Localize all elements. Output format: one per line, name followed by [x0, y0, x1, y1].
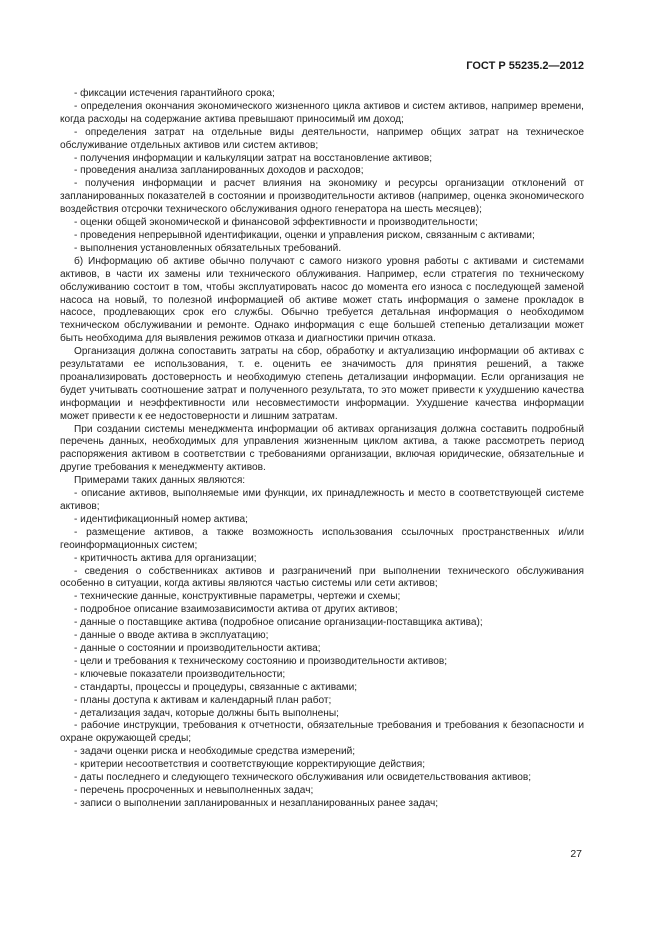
paragraph: - определения затрат на отдельные виды деятельности, например общих затрат на техническое обслуживание отдельных активов или систем активов; — [60, 126, 584, 151]
paragraph: - описание активов, выполняемые ими функции, их принадлежность и место в соответствующей системе активов; — [60, 488, 584, 512]
paragraph: - критичность актива для организации; — [74, 552, 257, 564]
paragraph: - цели и требования к техническому состоянию и производительности активов; — [74, 655, 448, 667]
paragraph: Примерами таких данных являются: — [74, 475, 246, 487]
paragraph: - фиксации истечения гарантийного срока; — [74, 88, 275, 99]
paragraph: Организация должна сопоставить затраты на сбор, обработку и актуализацию информации об активах с результатами ее использования, т. е. оценить ее значимость для принятия решений, а также проанализировать достоверность и необходимую степень детализации информации. Если организация не будет учитывать соотношение затрат и полученного результата, то это может привести к ухудшению качества информации и неэффективности или несовместимости информации. Ухудшение качества информации может привести к ее недостоверности и лишним затратам. — [60, 346, 584, 422]
body-text — [60, 88, 584, 811]
paragraph: - планы доступа к активам и календарный план работ; — [74, 694, 332, 706]
paragraph: - оценки общей экономической и финансовой эффективности и производительности; — [74, 217, 478, 229]
paragraph: - данные о поставщике актива (подробное описание организации-поставщика актива); — [74, 617, 483, 629]
paragraph: - подробное описание взаимозависимости актива от других активов; — [74, 604, 398, 616]
paragraph: - получения информации и калькуляции затрат на восстановление активов; — [74, 152, 433, 164]
paragraph: - технические данные, конструктивные параметры, чертежи и схемы; — [74, 591, 401, 603]
paragraph: - проведения анализа запланированных доходов и расходов; — [74, 165, 364, 177]
paragraph: - ключевые показатели производительности; — [74, 668, 286, 680]
paragraph: - перечень просроченных и невыполненных задач; — [74, 784, 314, 796]
paragraph: - рабочие инструкции, требования к отчетности, обязательные требования и требования к безопасности и охране окружающей среды; — [60, 720, 584, 745]
paragraph: - записи о выполнении запланированных и незапланированных ранее задач; — [74, 797, 439, 809]
standard-header: ГОСТ Р 55235.2—2012 — [466, 60, 584, 72]
paragraph: - данные о вводе актива в эксплуатацию; — [74, 630, 269, 642]
paragraph: - проведения непрерывной идентификации, оценки и управления риском, связанным с активами; — [74, 229, 535, 241]
paragraph: - получения информации и расчет влияния на экономику и ресурсы организации отклонений от запланированных показателей в состоянии и производительности активов (например, оценка экономического воздействия отсрочки технического обслуживания одного генератора на шесть месяцев); — [60, 178, 584, 216]
paragraph: - сведения о собственниках активов и разграничений при выполнении технического обслуживания особенно в ситуации, когда активы являются частью системы или сети активов; — [60, 565, 584, 590]
paragraph: б) Информацию об активе обычно получают с самого низкого уровня работы с активами и системами активов, в части их замены или технического облуживания. Например, если стратегия по техническому обслуживанию состоит в том, чтобы эксплуатировать насос до момента его износа с последующей заменой насоса на новый, то полезной информацией об активе может стать информация о замене прокладок в насосе, продлевающих срок его службы. Обычно требуется детальная информация о необходимом техническом обслуживании и ремонте. Однако информация с еще большей степенью детализации может быть необходима для выявления режимов отказа и диагностики причин отказа. — [60, 255, 584, 345]
paragraph: - детализация задач, которые должны быть выполнены; — [74, 707, 339, 719]
paragraph: - задачи оценки риска и необходимые средства измерений; — [74, 746, 356, 758]
paragraph: - стандарты, процессы и процедуры, связанные с активами; — [74, 681, 358, 693]
page-number: 27 — [570, 848, 582, 860]
paragraph: - выполнения установленных обязательных требований. — [74, 242, 342, 254]
paragraph: - идентификационный номер актива; — [74, 513, 248, 525]
paragraph: - даты последнего и следующего технического обслуживания или освидетельствования активов; — [74, 772, 532, 784]
paragraph: - размещение активов, а также возможность использования ссылочных пространственных и/или геоинформационных систем; — [60, 526, 584, 551]
paragraph: - критерии несоответствия и соответствующие корректирующие действия; — [74, 759, 426, 771]
paragraph: При создании системы менеджмента информации об активах организация должна составить подробный перечень данных, необходимых для управления жизненным циклом актива, а также рассмотреть период распоряжения активом в соответствии с требованиями организации, включая юридические, обязательные и другие требования к менеджменту активов. — [60, 423, 584, 474]
paragraph: - данные о состоянии и производительности актива; — [74, 642, 321, 654]
paragraph: - определения окончания экономического жизненного цикла активов и систем активов, например времени, когда расходы на содержание актива превышают приносимый им доход; — [60, 100, 584, 125]
